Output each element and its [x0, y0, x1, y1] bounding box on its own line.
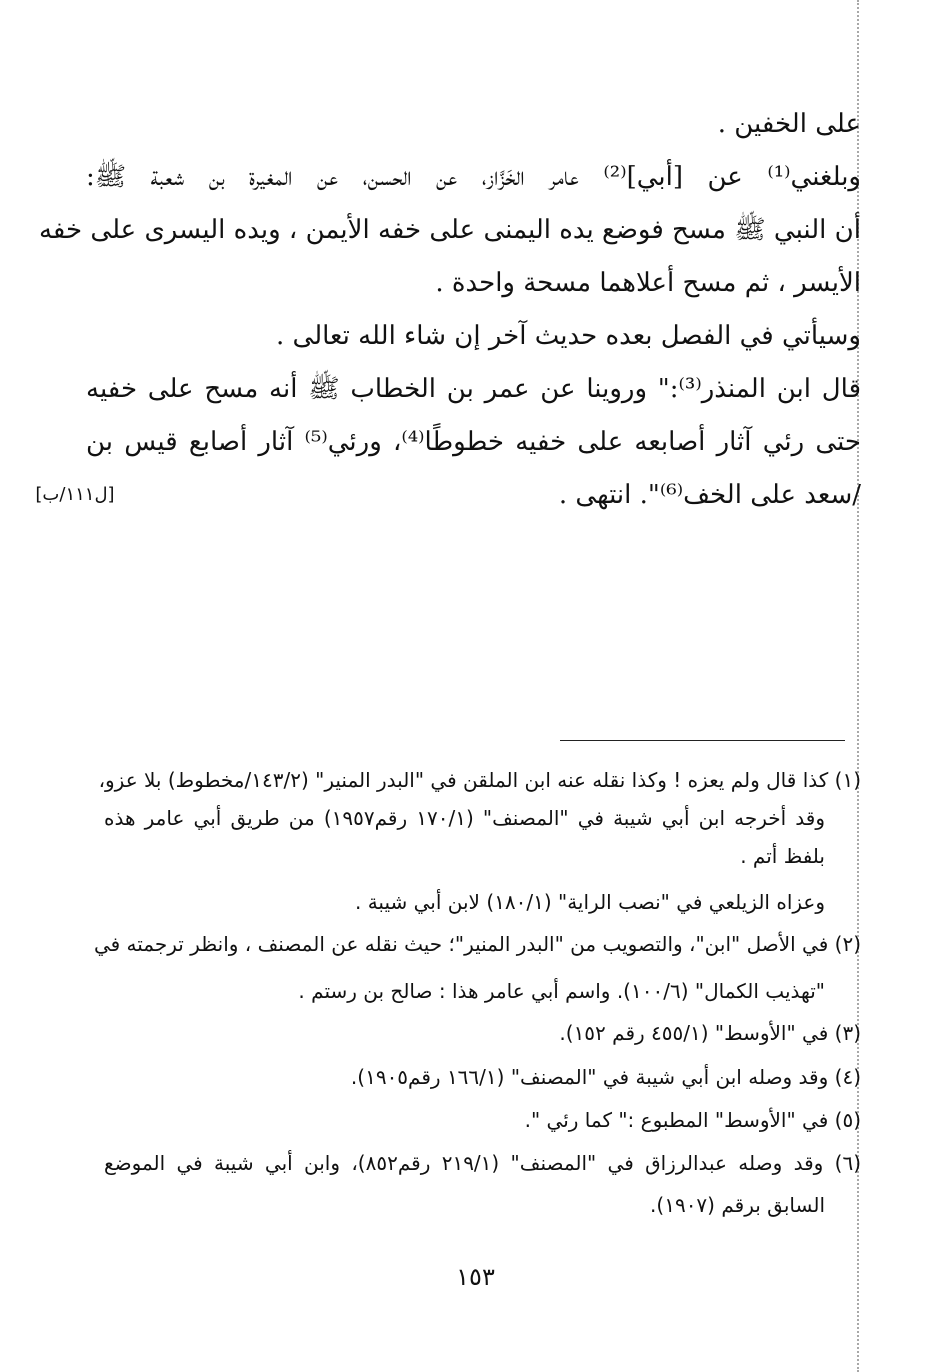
- page-number: ١٥٣: [456, 1263, 495, 1291]
- main-text-line-1: على الخفين .: [717, 109, 861, 139]
- main-text-line-2: وبلغني⁽¹⁾ عن [أبي]⁽²⁾ عامر الخَزَّاز، عن الحسن، عن المغيرة بن شعبة ﷺ:: [86, 162, 861, 192]
- footnote-1-line-4: وعزاه الزيلعي في "نصب الراية" (١٨٠/١) لابن أبي شيبة .: [354, 890, 825, 914]
- main-text-line-3: أن النبي ﷺ مسح فوضع يده اليمنى على خفه الأيمن ، ويده اليسرى على خفه: [38, 215, 861, 245]
- footnote-1-line-2: وقد أخرجه ابن أبي شيبة في "المصنف" (١٧٠/١ رقم١٩٥٧) من طريق أبي عامر هذه: [104, 806, 825, 830]
- main-text-line-7: حتى رئي آثار أصابعه على خفيه خطوطًا⁽⁴⁾، ورئي⁽⁵⁾ آثار أصابع قيس بن: [86, 427, 861, 457]
- main-text-line-4: الأيسر ، ثم مسح أعلاهما مسحة واحدة .: [435, 268, 861, 298]
- main-text-line-5: وسيأتي في الفصل بعده حديث آخر إن شاء الله تعالى .: [276, 321, 861, 351]
- main-text-line-8: /سعد على الخف⁽⁶⁾". انتهى .: [558, 480, 861, 510]
- footnote-2-line-1: (٢) في الأصل "ابن"، والتصويب من "البدر المنير"؛ حيث نقله عن المصنف ، وانظر ترجمته في: [93, 932, 861, 956]
- footnote-4: (٤) وقد وصله ابن أبي شيبة في "المصنف" (١٦٦/١ رقم١٩٠٥).: [350, 1065, 861, 1089]
- footnote-6-line-2: السابق برقم (١٩٠٧).: [650, 1193, 825, 1217]
- footnote-6-line-1: (٦) وقد وصله عبدالرزاق في "المصنف" (٢١٩/١ رقم٨٥٢)، وابن أبي شيبة في الموضع: [104, 1151, 862, 1175]
- footnote-1-line-1: (١) كذا قال ولم يعزه ! وكذا نقله عنه ابن الملقن في "البدر المنير" (١٤٣/٢/مخطوط) بلا عزو،: [98, 768, 861, 792]
- footnote-separator: [560, 740, 845, 741]
- footnote-5: (٥) في "الأوسط" المطبوع :" كما رئي ".: [524, 1108, 861, 1132]
- footnote-2-line-2: "تهذيب الكمال" (١٠٠/٦). واسم أبي عامر هذا : صالح بن رستم .: [298, 979, 825, 1003]
- manuscript-folio-note: [ل١١١/ب]: [35, 484, 115, 505]
- footnote-3: (٣) في "الأوسط" (٤٥٥/١ رقم ١٥٢).: [559, 1021, 861, 1045]
- footnote-1-line-3: بلفظ أتم .: [740, 844, 825, 868]
- main-text-line-6: قال ابن المنذر⁽³⁾:" وروينا عن عمر بن الخطاب ﷺ أنه مسح على خفيه: [86, 374, 861, 404]
